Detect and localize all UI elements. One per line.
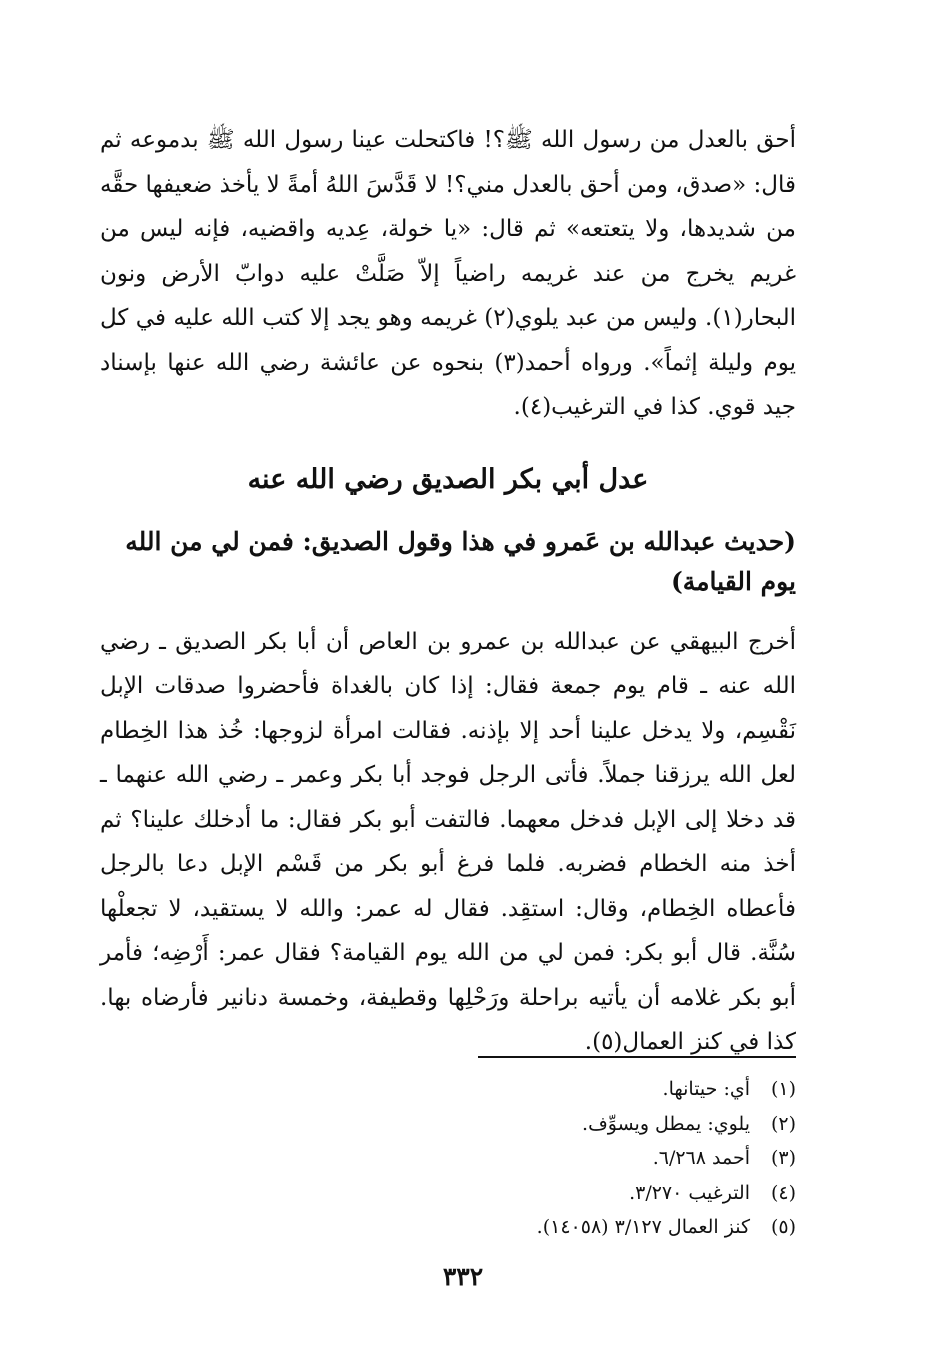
footnote-text: يلوي: يمطل ويسوِّف.	[582, 1112, 750, 1135]
footnote-item	[316, 1072, 796, 1107]
section-heading: عدل أبي بكر الصديق رضي الله عنه	[247, 463, 649, 495]
sub-heading: (حديث عبدالله بن عَمرو في هذا وقول الصديق: فمن لي من الله يوم القيامة)	[125, 526, 796, 596]
paragraph-2: أخرج البيهقي عن عبدالله بن عمرو بن العاص أن أبا بكر الصديق ـ رضي الله عنه ـ قام يوم جمعة فقال: إذا كان بالغداة فأحضروا صدقات الإبل نَقْسِم، ولا يدخل علينا أحد إلا بإذنه. فقالت امرأة لزوجها: خُذ هذا الخِطام لعل الله يرزقنا جملاً. فأتى الرجل فوجد أبا بكر وعمر ـ رضي الله عنهما ـ قد دخلا إلى الإبل فدخل معهما. فالتفت أبو بكر فقال: ما أدخلك علينا؟ ثم أخذ منه الخطام فضربه. فلما فرغ أبو بكر من قَسْم الإبل دعا بالرجل فأعطاه الخِطام، وقال: استقِد. فقال له عمر: والله لا يستقيد، لا تجعلْها سُنَّة. قال أبو بكر: فمن لي من الله يوم القيامة؟ فقال عمر: أَرْضِه؛ فأمر أبو بكر غلامه أن يأتيه براحلة ورَحْلِها وقطيفة، وخمسة دنانير فأرضاه بها. كذا في كنز العمال(٥).	[100, 628, 796, 1055]
footnotes	[316, 1072, 796, 1245]
footnote-item	[316, 1107, 796, 1142]
footnote-text: الترغيب ٣/٢٧٠.	[629, 1181, 750, 1204]
footnote-text: أحمد ٦/٢٦٨.	[652, 1147, 750, 1169]
footnote-number: (٤)	[770, 1181, 796, 1204]
footnote-text: كنز العمال ٣/١٢٧ (١٤٠٥٨).	[536, 1216, 750, 1238]
footnote-number: (١)	[770, 1078, 796, 1100]
footnote-item	[316, 1176, 796, 1211]
footnote-item	[316, 1141, 796, 1176]
footnote-text: أي: حيتانها.	[662, 1078, 750, 1100]
page-number: ٣٣٢	[442, 1262, 484, 1291]
footnote-divider	[478, 1056, 796, 1058]
footnote-item	[316, 1210, 796, 1245]
footnote-number: (٣)	[770, 1147, 796, 1169]
page-body	[100, 118, 796, 1065]
footnote-number: (٢)	[770, 1112, 796, 1135]
paragraph-1: أحق بالعدل من رسول الله ﷺ؟! فاكتحلت عينا رسول الله ﷺ بدموعه ثم قال: «صدق، ومن أحق بالعدل مني؟! لا قَدَّسَ اللهُ أمةً لا يأخذ ضعيفها حقَّه من شديدها، ولا يتعتعه» ثم قال: «يا خولة، عِديه واقضيه، فإنه ليس من غريم يخرج من عند غريمه راضياً إلاّ صَلَّتْ عليه دوابّ الأرض ونون البحار(١). وليس من عبد يلوي(٢) غريمه وهو يجد إلا كتب الله عليه في كل يوم وليلة إثماً». ورواه أحمد(٣) بنحوه عن عائشة رضي الله عنها بإسناد جيد قوي. كذا في الترغيب(٤).	[100, 127, 797, 420]
footnote-number: (٥)	[770, 1216, 796, 1238]
